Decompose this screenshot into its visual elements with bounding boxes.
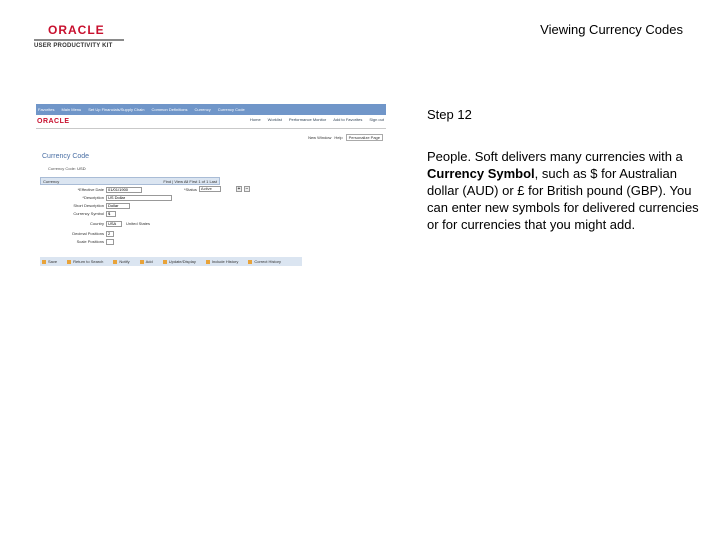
breadcrumb-item[interactable]: Main Menu	[61, 107, 82, 112]
nav-link-performance[interactable]: Performance Monitor	[288, 117, 327, 122]
return-to-search-button[interactable]	[67, 259, 103, 264]
save-button[interactable]	[42, 259, 57, 264]
application-screenshot	[36, 104, 386, 266]
include-history-label: Include History	[211, 259, 239, 264]
status-select[interactable]: Active	[199, 186, 221, 192]
currency-symbol-row	[40, 210, 116, 217]
country-label: Country	[89, 221, 104, 226]
logo-brand: ORACLE	[48, 23, 105, 37]
nav-links	[250, 117, 384, 122]
step-number: Step 12	[427, 107, 472, 122]
status-row	[184, 186, 221, 192]
top-navigation	[36, 115, 386, 129]
add-button[interactable]	[140, 259, 153, 264]
add-row-icon[interactable]: +	[237, 186, 241, 192]
personalize-link[interactable]: Personalize Page	[346, 134, 383, 141]
update-icon	[163, 260, 167, 264]
description-input[interactable]: US Dollar	[106, 195, 172, 201]
scale-positions-input[interactable]	[106, 239, 114, 245]
help-link[interactable]: Help	[334, 135, 343, 140]
nav-link-home[interactable]: Home	[250, 117, 261, 122]
effective-date-label: *Effective Date	[77, 187, 104, 192]
history-icon	[206, 260, 210, 264]
correct-history-label: Correct History	[254, 259, 281, 264]
description-text-1: People. Soft delivers many currencies with a	[427, 149, 683, 164]
short-description-input[interactable]: Dollar	[106, 203, 130, 209]
return-icon	[67, 260, 71, 264]
nav-link-worklist[interactable]: Worklist	[267, 117, 282, 122]
include-history-button[interactable]	[206, 259, 238, 264]
currency-code-display	[48, 166, 86, 171]
delete-row-icon[interactable]: −	[245, 186, 249, 192]
save-button-label: Save	[48, 259, 58, 264]
logo-divider	[34, 39, 124, 41]
breadcrumb-item[interactable]: Favorites	[38, 107, 55, 112]
app-brand: ORACLE	[37, 118, 70, 125]
short-description-label: Short Description	[73, 203, 104, 208]
description-label: *Description	[82, 195, 104, 200]
notify-label: Notify	[119, 259, 130, 264]
notify-icon	[113, 260, 117, 264]
page-title: Viewing Currency Codes	[540, 22, 683, 37]
add-icon	[140, 260, 144, 264]
grid-navigation[interactable]: Find | View All First 1 of 1 Last	[163, 179, 217, 184]
breadcrumb-item[interactable]: Currency Code	[217, 107, 245, 112]
description-row	[40, 194, 172, 201]
scale-positions-label: Scale Positions	[76, 239, 104, 244]
page-toolbar	[40, 257, 302, 266]
update-display-label: Update/Display	[168, 259, 196, 264]
breadcrumb	[36, 104, 386, 115]
notify-button[interactable]	[113, 259, 129, 264]
description-bold-term: Currency Symbol	[427, 166, 535, 181]
nav-link-signout[interactable]: Sign out	[369, 117, 384, 122]
currency-symbol-label: Currency Symbol	[73, 211, 104, 216]
effective-date-row	[40, 186, 142, 193]
page-heading: Currency Code	[42, 153, 90, 160]
description-text-2: , such as $ for Australian dollar (AUD) or £ for British pound (GBP). You can enter new symbols for delivered currencies or for currencies that you might add.	[427, 166, 699, 232]
return-to-search-label: Return to Search	[73, 259, 104, 264]
save-icon	[42, 260, 46, 264]
short-description-row	[40, 202, 130, 209]
effective-date-input[interactable]: 01/01/1900	[106, 187, 142, 193]
currency-code-value: USD	[77, 166, 86, 171]
update-display-button[interactable]	[163, 259, 196, 264]
decimal-positions-row	[40, 230, 114, 237]
currency-symbol-input[interactable]: $	[106, 211, 116, 217]
grid-header	[40, 177, 220, 185]
scale-positions-row	[40, 238, 114, 245]
correct-history-button[interactable]	[248, 259, 281, 264]
add-label: Add	[145, 259, 153, 264]
nav-link-favorites[interactable]: Add to Favorites	[333, 117, 363, 122]
breadcrumb-item[interactable]: Set Up Financials/Supply Chain	[88, 107, 145, 112]
country-name: United States	[126, 221, 151, 226]
oracle-upk-logo	[34, 24, 124, 50]
currency-code-label: Currency Code:	[48, 166, 77, 171]
breadcrumb-item[interactable]: Common Definitions	[151, 107, 188, 112]
new-window-link[interactable]: New Window	[308, 135, 332, 140]
breadcrumb-item[interactable]: Currency	[194, 107, 211, 112]
grid-title: Currency	[43, 179, 60, 184]
correct-history-icon	[248, 260, 252, 264]
decimal-positions-input[interactable]: 2	[106, 231, 114, 237]
page-utility-links	[308, 134, 383, 141]
logo-product: USER PRODUCTIVITY KIT	[34, 43, 113, 49]
country-input[interactable]: USA	[106, 221, 122, 227]
decimal-positions-label: Decimal Positions	[72, 231, 104, 236]
country-row	[40, 220, 150, 227]
step-description	[427, 148, 712, 233]
status-label: *Status	[184, 186, 197, 192]
